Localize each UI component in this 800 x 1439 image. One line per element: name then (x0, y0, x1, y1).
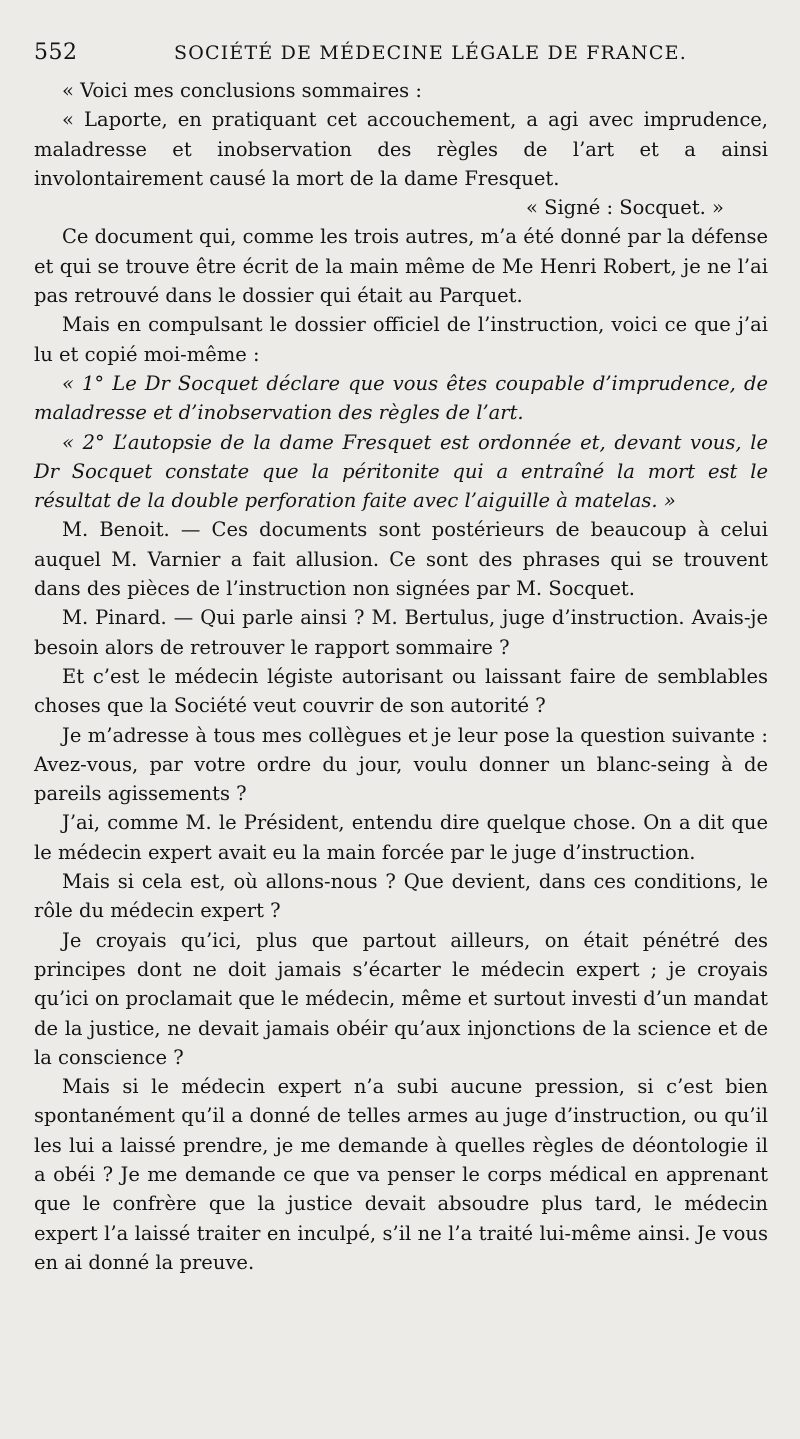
paragraph: Mais en compulsant le dossier officiel de l’instruction, voici ce que j’ai lu et copié moi-même : (34, 313, 768, 366)
page-number: 552 (34, 40, 78, 65)
paragraph: Et c’est le médecin légiste autorisant ou laissant faire de semblables choses que la Société veut couvrir de son autorité ? (34, 664, 768, 718)
paragraph: « Voici mes conclusions sommaires : (62, 79, 422, 102)
paragraph: « Laporte, en pratiquant cet accouchement, a agi avec imprudence, maladresse et inobservation des règles de l’art et a ainsi involontairement causé la mort de la dame Fresquet. (34, 108, 768, 190)
paragraph: Ce document qui, comme les trois autres, m’a été donné par la défense et qui se trouve être écrit de la main même de Me Henri Robert, je ne l’ai pas retrouvé dans le dossier qui était au Parquet. (34, 225, 768, 308)
running-head (34, 40, 768, 76)
signature-line: « Signé : Socquet. » (525, 196, 724, 220)
paragraph: Mais si le médecin expert n’a subi aucune pression, si c’est bien spontanément qu’il a donné de telles armes au juge d’instruction, ou qu’il les lui a laissé prendre, je me demande à quelles règles de déontologie il a obéi ? Je me demande ce que va penser le corps médical en apprenant que le confrère que la justice devait absoudre plus tard, le médecin expert l’a laissé traiter en inculpé, s’il ne l’a traité lui-même ainsi. Je vous en ai donné la preuve. (34, 1075, 768, 1274)
paragraph: Je m’adresse à tous mes collègues et je leur pose la question suivante : Avez-vous, par votre ordre du jour, voulu donner un blanc-seing à de pareils agissements ? (34, 723, 768, 806)
paragraph: Mais si cela est, où allons-nous ? Que devient, dans ces conditions, le rôle du médecin expert ? (34, 870, 768, 923)
paragraph: J’ai, comme M. le Président, entendu dire quelque chose. On a dit que le médecin expert avait eu la main forcée par le juge d’instruction. (34, 811, 768, 864)
paragraph: Je croyais qu’ici, plus que partout ailleurs, on était pénétré des principes dont ne doit jamais s’écarter le médecin expert ; je croyais qu’ici on proclamait que le médecin, même et surtout investi d’un mandat de la justice, ne devait jamais obéir qu’aux injonctions de la science et de la conscience ? (34, 928, 768, 1069)
running-title: SOCIÉTÉ DE MÉDECINE LÉGALE DE FRANCE. (174, 42, 687, 64)
body-text (34, 76, 768, 1277)
paragraph: M. Benoit. — Ces documents sont postérieurs de beaucoup à celui auquel M. Varnier a fait allusion. Ce sont des phrases qui se trouvent dans des pièces de l’instruction non signées par M. Socquet. (34, 518, 768, 601)
quoted-paragraph: « 2° L’autopsie de la dame Fresquet est ordonnée et, devant vous, le Dr Socquet constate que la péritonite qui a entraîné la mort est le résultat de la double perforation faite avec l’aiguille à matelas. » (34, 430, 768, 513)
quoted-paragraph: « 1° Le Dr Socquet déclare que vous êtes coupable d’imprudence, de maladresse et d’inobservation des règles de l’art. (34, 371, 768, 425)
paragraph: M. Pinard. — Qui parle ainsi ? M. Bertulus, juge d’instruction. Avais-je besoin alors de retrouver le rapport sommaire ? (34, 606, 768, 659)
